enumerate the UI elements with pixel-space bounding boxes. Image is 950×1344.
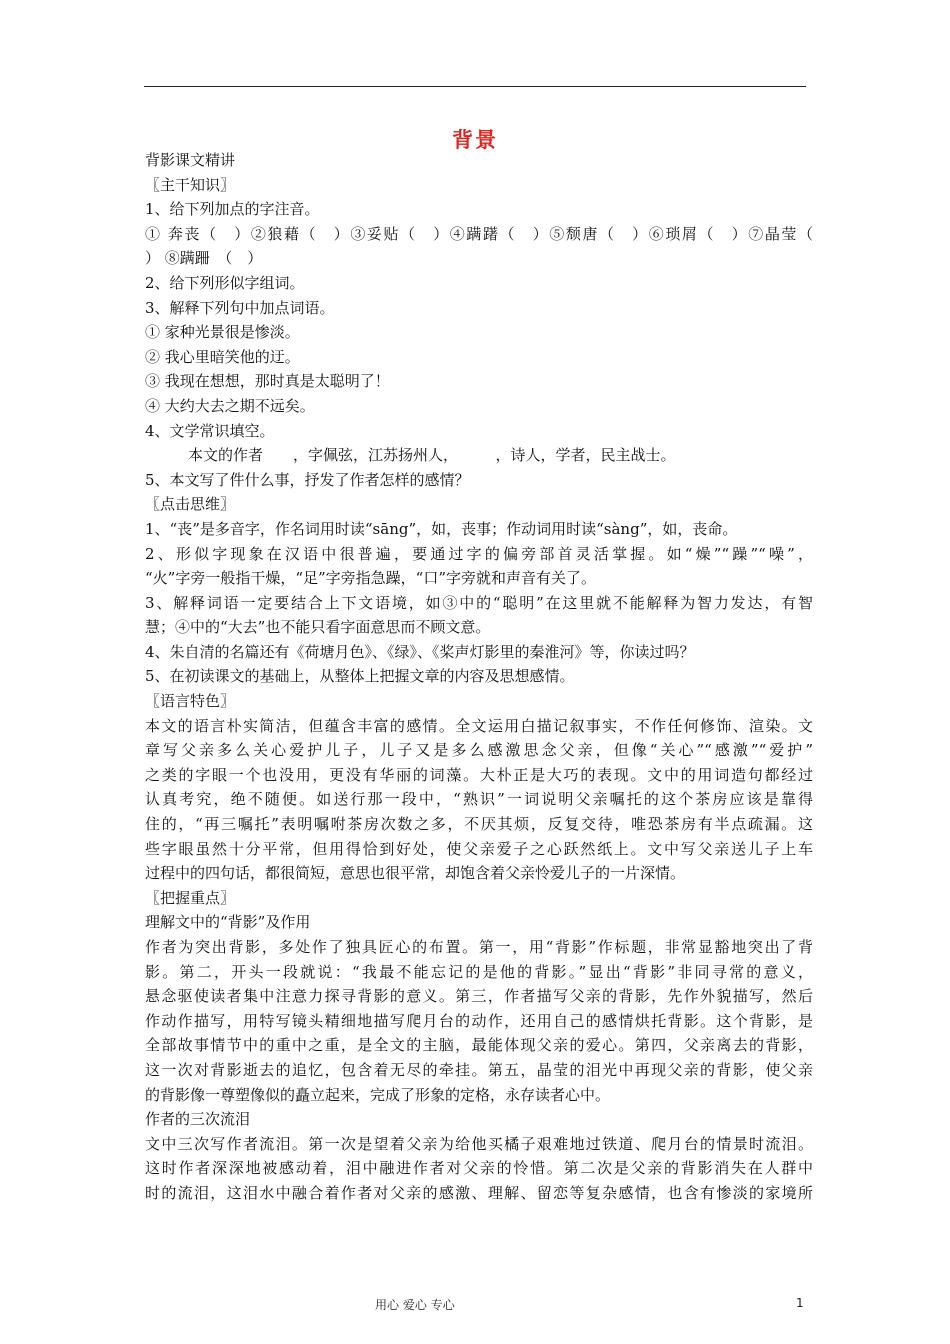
- paragraph-line: 慧；④中的“大去”也不能只看字面意思而不顾文意。: [145, 618, 491, 637]
- section-heading: 〖点击思维〗: [145, 495, 236, 514]
- paragraph-line: 1、“丧”是多音字，作名词用时读“sāng”，如，丧事；作动词用时读“sàng”，如，丧命。: [145, 519, 738, 538]
- question-line: 1、给下列加点的字注音。: [145, 200, 320, 219]
- question-line: ① 家种光景很是惨淡。: [145, 323, 300, 342]
- section-heading: 〖语言特色〗: [145, 692, 236, 711]
- question-line: ④ 大约大去之期不远矣。: [145, 396, 315, 415]
- paragraph-line: 些字眼虽然十分平常，但用得恰到好处，使父亲爱子之心跃然纸上。文中写父亲送儿子上车: [145, 839, 813, 858]
- question-line: ） ⑧蹒跚 （ ）: [145, 249, 263, 268]
- paragraph-line: 之类的字眼一个也没用，更没有华丽的词藻。大朴正是大巧的表现。文中的用词造句都经过: [145, 765, 813, 784]
- paragraph-line: 这一次对背影逝去的追忆，包含着无尽的牵挂。第五，晶莹的泪光中再现父亲的背影，使父亲: [145, 1060, 813, 1079]
- question-line: 3、解释下列句中加点词语。: [145, 298, 335, 317]
- header-rule: [144, 86, 806, 87]
- document-body: [145, 148, 813, 1206]
- page-number: 1: [796, 1296, 804, 1310]
- paragraph-line: “火”字旁一般指干燥，“足”字旁指急躁，“口”字旁就和声音有关了。: [145, 569, 597, 588]
- paragraph-line: 文中三次写作者流泪。第一次是望着父亲为给他买橘子艰难地过铁道、爬月台的情景时流泪。: [145, 1134, 813, 1153]
- question-line: 5、本文写了件什么事，抒发了作者怎样的感情？: [145, 470, 470, 489]
- subheading: 理解文中的“背影”及作用: [145, 913, 311, 932]
- section-heading: 〖主干知识〗: [145, 175, 236, 194]
- footer-text: 用心 爱心 专心: [375, 1298, 455, 1312]
- paragraph-line: 4、朱自清的名篇还有《荷塘月色》、《绿》、《桨声灯影里的秦淮河》等，你读过吗？: [145, 642, 695, 661]
- section-heading: 背影课文精讲: [145, 151, 236, 169]
- paragraph-line: 住的，“再三嘱托”表明嘱咐茶房次数之多，不厌其烦，反复交待，唯恐茶房有半点疏漏。这: [145, 815, 813, 834]
- question-line: 2、给下列形似字组词。: [145, 273, 305, 292]
- paragraph-line: 全部故事情节中的重中之重，是全文的主脑，最能体现父亲的爱心。第四，父亲离去的背影，: [145, 1036, 813, 1055]
- section-heading: 〖把握重点〗: [145, 888, 236, 907]
- paragraph-line: 时的流泪，这泪水中融合着作者对父亲的感激、理解、留恋等复杂感情，也含有惨淡的家境所: [145, 1183, 813, 1202]
- paragraph-line: 本文的语言朴实简洁，但蕴含丰富的感情。全文运用白描记叙事实，不作任何修饰、渲染。文: [145, 716, 813, 735]
- paragraph-line: 认真考究，绝不随便。如送行那一段中，“熟识”一词说明父亲嘱托的这个茶房应该是靠得: [145, 790, 813, 809]
- paragraph-line: 影。第二，开头一段就说：“我最不能忘记的是他的背影。”显出“背影”非同寻常的意义，: [145, 962, 813, 981]
- paragraph-line: 作者为突出背影，多处作了独具匠心的布置。第一，用“背影”作标题，非常显豁地突出了背: [145, 938, 813, 956]
- paragraph-line: 2、形似字现象在汉语中很普遍，要通过字的偏旁部首灵活掌握。如“燥”“躁”“噪”，: [145, 544, 813, 563]
- page-title: 背景: [452, 128, 498, 152]
- paragraph-line: 5、在初读课文的基础上，从整体上把握文章的内容及思想感情。: [145, 667, 575, 686]
- paragraph-line: 章写父亲多么关心爱护儿子，儿子又是多么感激思念父亲，但像“关心”“感激”“爱护”: [145, 741, 813, 760]
- paragraph-line: 这时作者深深地被感动着，泪中融进作者对父亲的怜惜。第二次是父亲的背影消失在人群中: [145, 1159, 813, 1178]
- paragraph-line: 过程中的四句话，都很简短，意思也很平常，却饱含着父亲怜爱儿子的一片深情。: [145, 864, 686, 883]
- question-line: ③ 我现在想想，那时真是太聪明了！: [145, 372, 390, 391]
- paragraph-line: 作动作描写，用特写镜头精细地描写爬月台的动作，还用自己的感情烘托背影。这个背影，是: [145, 1011, 813, 1030]
- question-line: 本文的作者 ，字佩弦，江苏扬州人， ，诗人，学者，民主战士。: [188, 446, 676, 465]
- paragraph-line: 悬念驱使读者集中注意力探寻背影的意义。第三，作者描写父亲的背影，先作外貌描写，然后: [145, 987, 813, 1006]
- paragraph-line: 的背影像一尊塑像似的矗立起来，完成了形象的定格，永存读者心中。: [145, 1085, 611, 1104]
- question-line: ② 我心里暗笑他的迂。: [145, 347, 300, 366]
- subheading: 作者的三次流泪: [145, 1110, 251, 1129]
- question-line: ① 奔丧（ ）②狼藉（ ）③妥贴（ ）④蹒躇（ ）⑤颓唐（ ）⑥琐屑（ ）⑦晶莹（: [145, 224, 813, 243]
- question-line: 4、文学常识填空。: [145, 421, 275, 440]
- paragraph-line: 3、解释词语一定要结合上下文语境，如③中的“聪明”在这里就不能解释为智力发达，有智: [145, 593, 813, 612]
